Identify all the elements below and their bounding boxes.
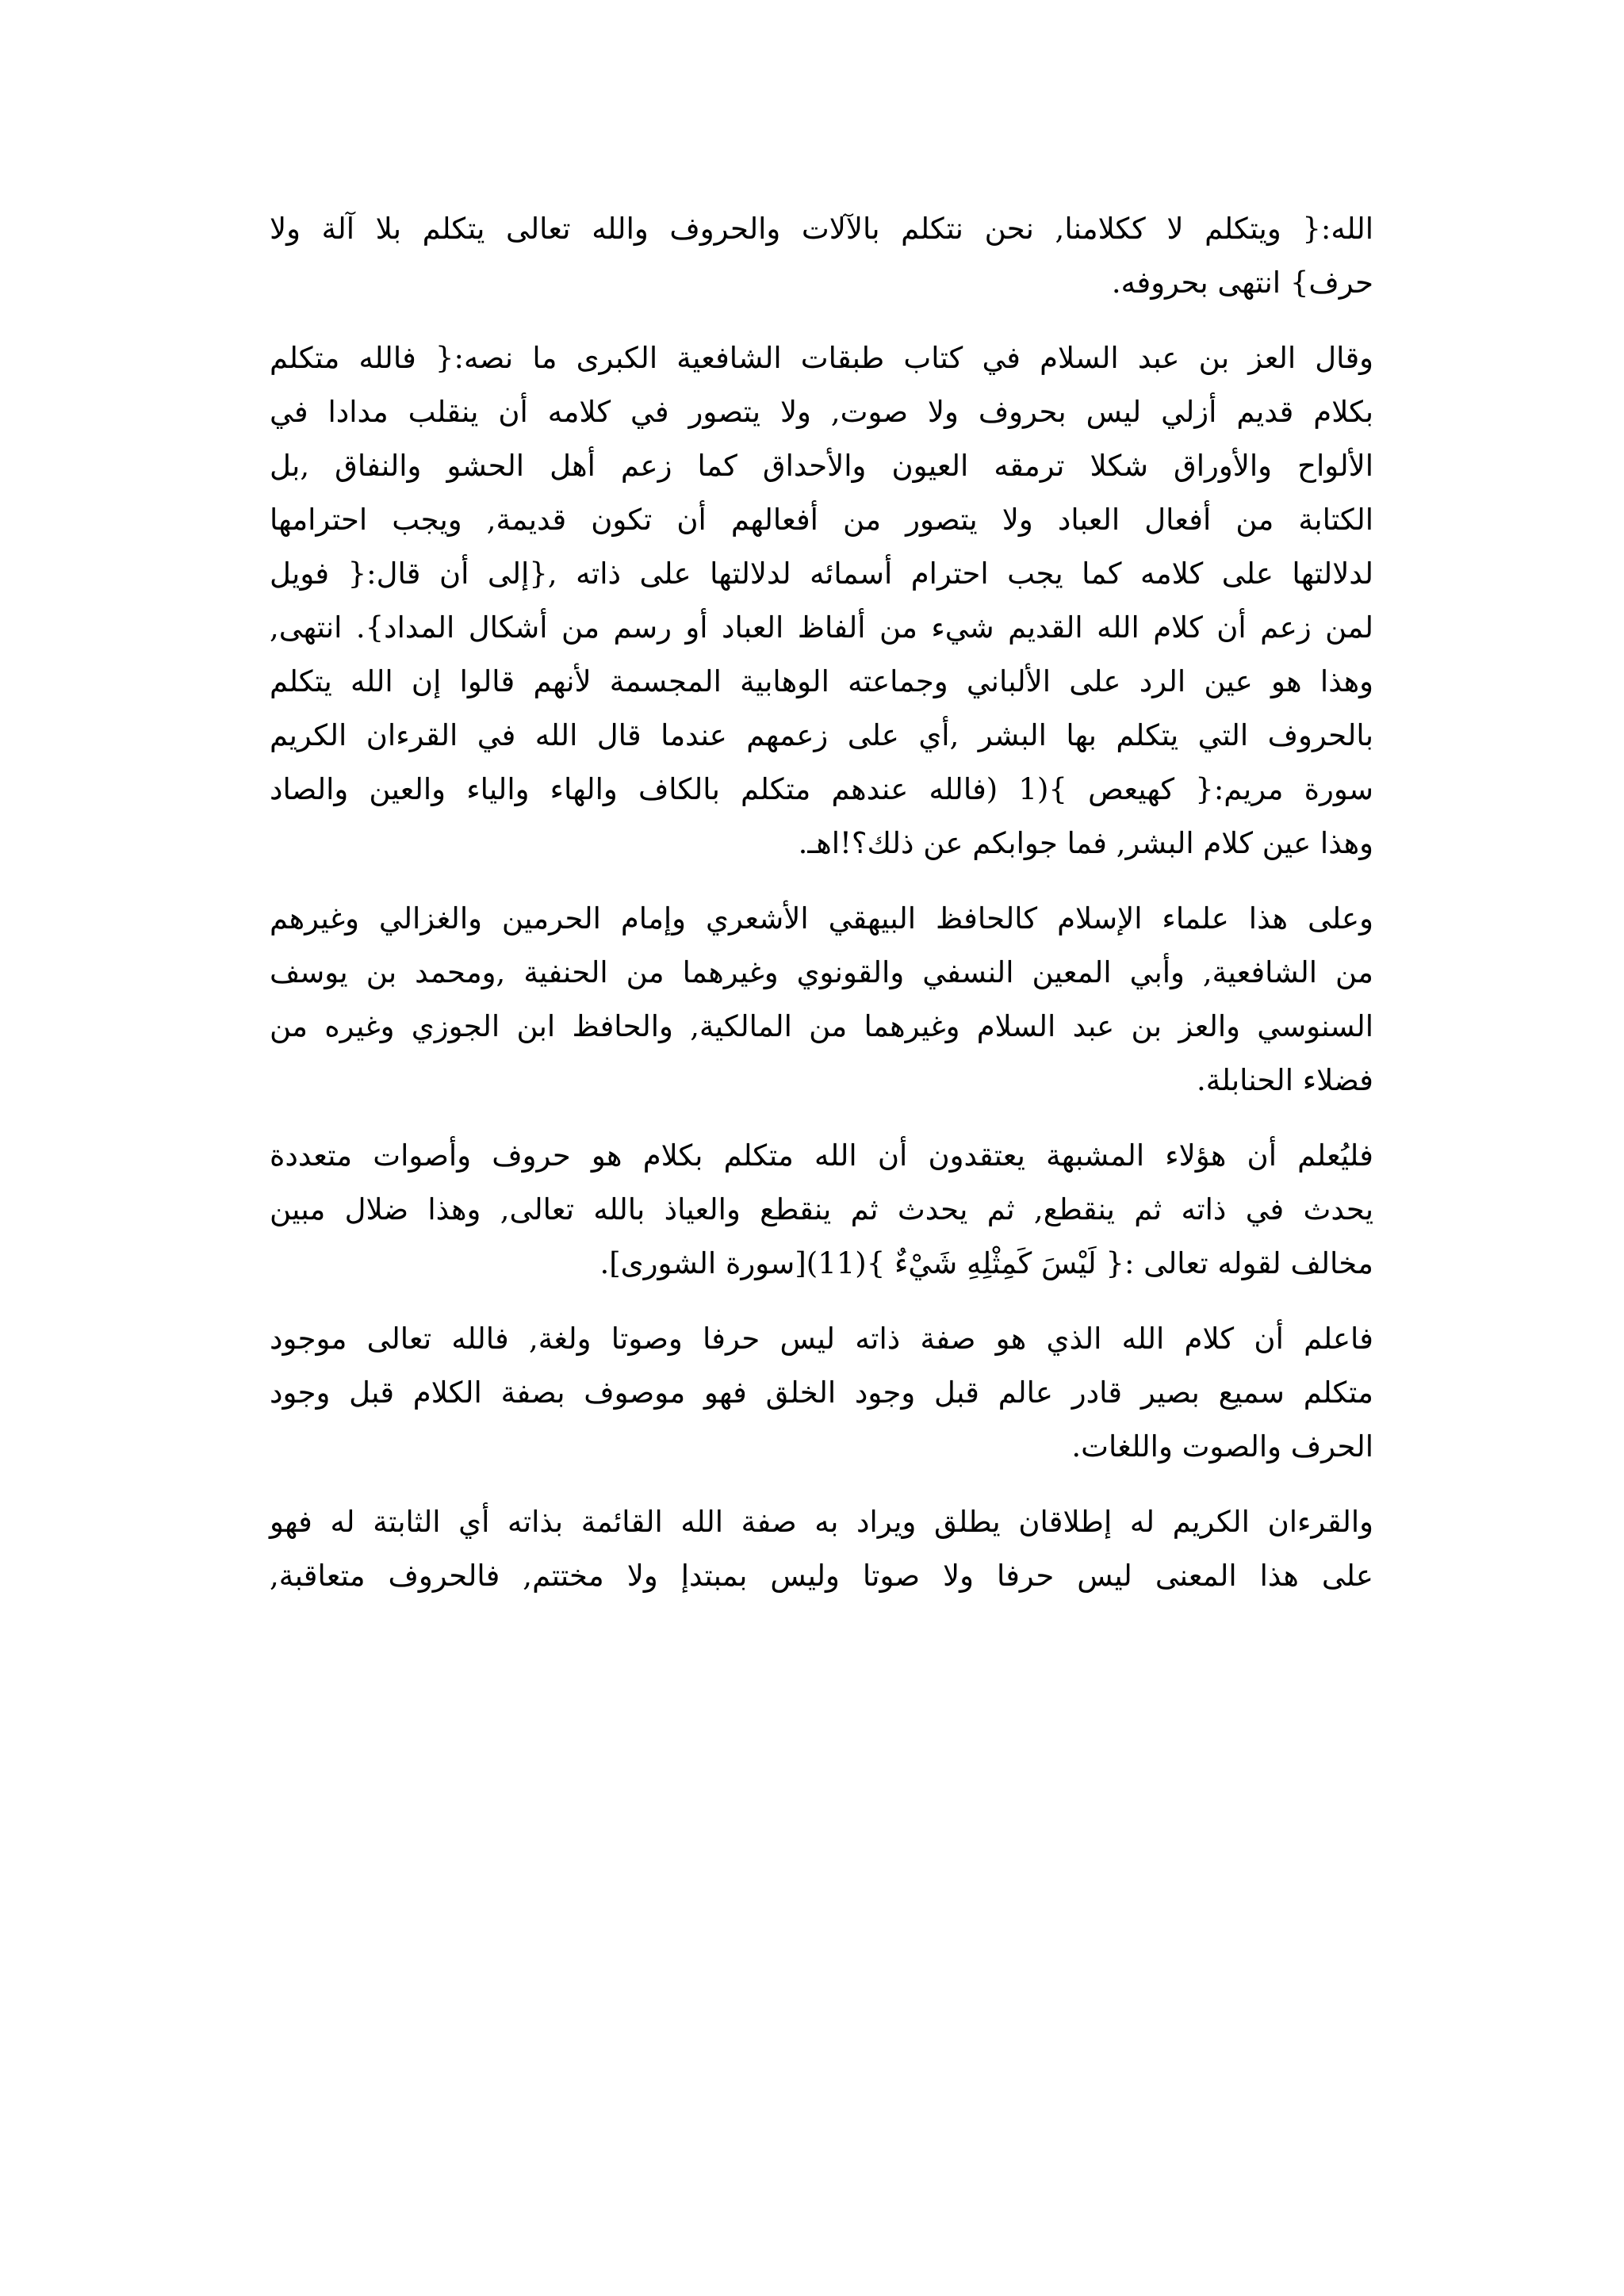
document-body bbox=[270, 202, 1373, 1624]
text-line: بكلام قديم أزلي ليس بحروف ولا صوت, ولا يتصور في كلامه أن ينقلب مدادا في bbox=[270, 395, 1373, 429]
text-line: من الشافعية, وأبي المعين النسفي والقونوي وغيرهما من الحنفية ,ومحمد بن يوسف bbox=[270, 955, 1373, 989]
text-line: الألواح والأوراق شكلا ترمقه العيون والأحداق كما زعم أهل الحشو والنفاق ,بل bbox=[270, 449, 1373, 483]
paragraph-5 bbox=[270, 1312, 1373, 1474]
text-line: لدلالتها على كلامه كما يجب احترام أسمائه لدلالتها على ذاته ,{إلى أن قال:{ فويل bbox=[270, 557, 1373, 591]
text-line: الله:{ ويتكلم لا ككلامنا, نحن نتكلم بالآلات والحروف والله تعالى يتكلم بلا آلة ولا bbox=[270, 212, 1373, 246]
text-line: الحرف والصوت واللغات. bbox=[1071, 1429, 1373, 1464]
paragraph-1 bbox=[270, 202, 1373, 310]
paragraph-2 bbox=[270, 331, 1373, 871]
text-line: بالحروف التي يتكلم بها البشر ,أي على زعمهم عندما قال الله في القرءان الكريم bbox=[270, 718, 1373, 752]
text-line: فليُعلم أن هؤلاء المشبهة يعتقدون أن الله متكلم بكلام هو حروف وأصوات متعددة bbox=[270, 1138, 1373, 1173]
text-line: والقرءان الكريم له إطلاقان يطلق ويراد به صفة الله القائمة بذاته أي الثابتة له فهو bbox=[270, 1505, 1373, 1539]
paragraph-3 bbox=[270, 892, 1373, 1108]
text-line: وعلى هذا علماء الإسلام كالحافظ البيهقي الأشعري وإمام الحرمين والغزالي وغيرهم bbox=[270, 901, 1373, 936]
text-line: السنوسي والعز بن عبد السلام وغيرهما من المالكية, والحافظ ابن الجوزي وغيره من bbox=[270, 1009, 1373, 1043]
text-line: فاعلم أن كلام الله الذي هو صفة ذاته ليس حرفا وصوتا ولغة, فالله تعالى موجود bbox=[270, 1322, 1373, 1356]
text-line: لمن زعم أن كلام الله القديم شيء من ألفاظ العباد أو رسم من أشكال المداد}. انتهى, bbox=[270, 610, 1373, 645]
text-line: سورة مريم:{ كهيعص }(1 (فالله عندهم متكلم بالكاف والهاء والياء والعين والصاد bbox=[270, 772, 1373, 806]
text-line: وقال العز بن عبد السلام في كتاب طبقات الشافعية الكبرى ما نصه:{ فالله متكلم bbox=[270, 341, 1373, 375]
text-line: يحدث في ذاته ثم ينقطع, ثم يحدث ثم ينقطع والعياذ بالله تعالى, وهذا ضلال مبين bbox=[270, 1192, 1373, 1226]
text-line: متكلم سميع بصير قادر عالم قبل وجود الخلق فهو موصوف بصفة الكلام قبل وجود bbox=[270, 1376, 1373, 1410]
text-line: الكتابة من أفعال العباد ولا يتصور من أفعالهم أن تكون قديمة, ويجب احترامها bbox=[270, 503, 1373, 537]
paragraph-6 bbox=[270, 1495, 1373, 1603]
text-line: حرف} انتهى بحروفه. bbox=[1111, 266, 1373, 300]
text-line: وهذا هو عين الرد على الألباني وجماعته الوهابية المجسمة لأنهم قالوا إن الله يتكلم bbox=[270, 664, 1373, 698]
text-line: وهذا عين كلام البشر, فما جوابكم عن ذلك؟!اهـ. bbox=[798, 826, 1373, 860]
text-line: فضلاء الحنابلة. bbox=[1196, 1063, 1373, 1097]
text-line: على هذا المعنى ليس حرفا ولا صوتا وليس بمبتدإ ولا مختتم, فالحروف متعاقبة, bbox=[270, 1559, 1373, 1593]
paragraph-4 bbox=[270, 1129, 1373, 1291]
text-line: مخالف لقوله تعالى :{ لَيْسَ كَمِثْلِهِ شَيْءٌ }(11)[سورة الشورى]. bbox=[599, 1246, 1373, 1280]
